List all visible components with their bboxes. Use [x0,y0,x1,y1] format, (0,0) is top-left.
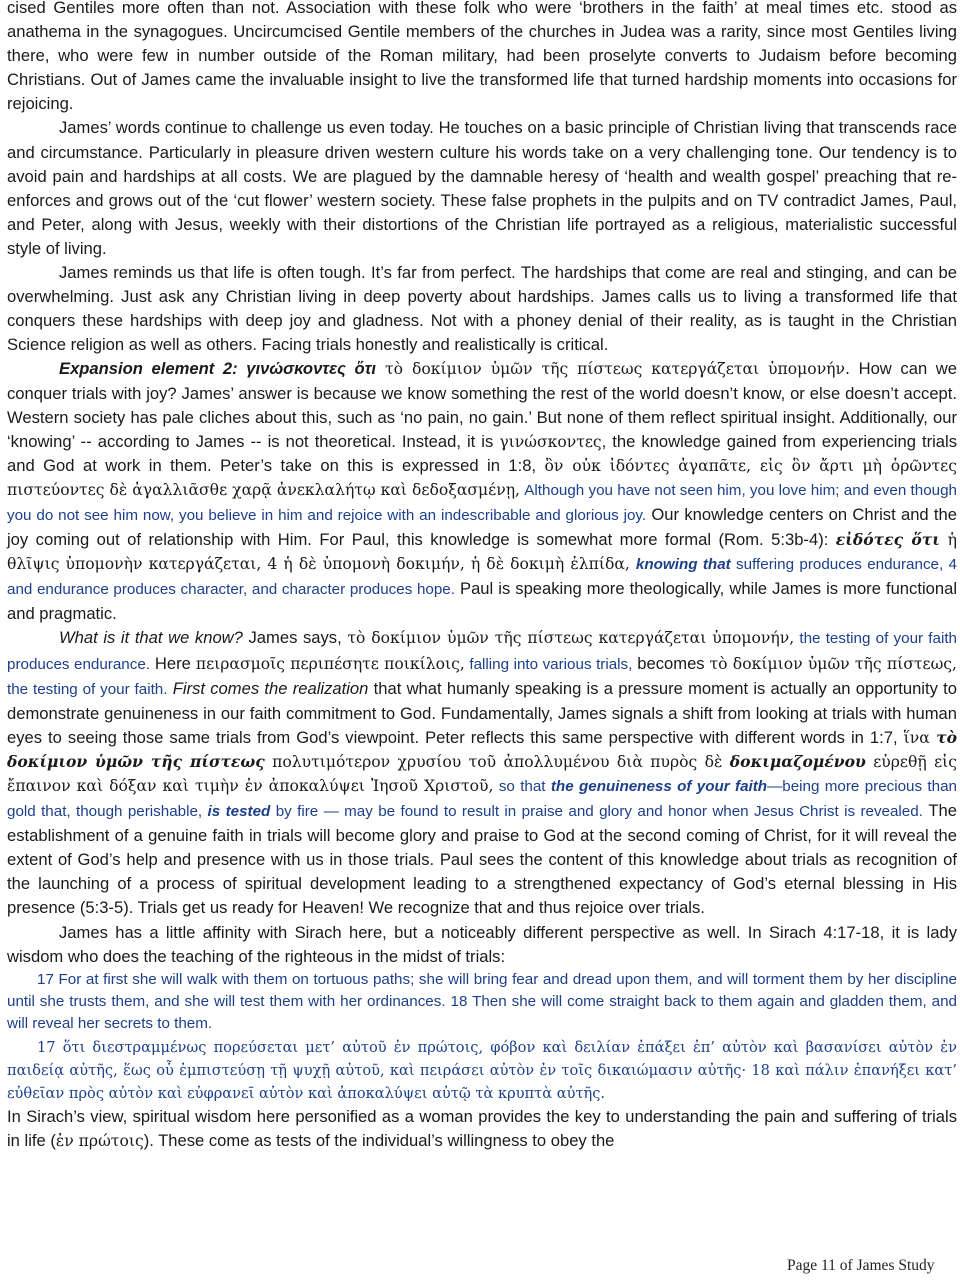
question-text: What is it that we know? [59,628,243,648]
greek-text: πολυτιμότερον χρυσίου τοῦ ἀπολλυμένου διὰ πυρὸς δὲ [264,752,730,771]
scripture-translation: so that [493,778,551,795]
paragraph: cised Gentiles more often than not. Association with these folk who were ‘brothers in the faith’ at meal times etc. stood as anathema in the synagogues. Uncircumcised Gentile members of the churches in Judea was a rarity, since most Gentiles living there, who were few in number outside of the Roman military, had been proselyte converts to Judaism before becoming Christians. Out of James came the invaluable insight to live the transformed life that turned hardship moments into occasions for rejoicing. [7,0,957,114]
block-quote-english: 17 For at first she will walk with them on tortuous paths; she will bring fear and dread upon them, and will torment them by her discipline until she trusts them, and she will test them with her ordinances. 18 Then she will come straight back to them again and gladden them, and will reveal her secrets to them. [7,970,957,1033]
paragraph [7,1105,957,1153]
body-text: ). These come as tests of the individual’s willingness to obey the [143,1130,615,1150]
scripture-translation: Although you have not seen him, you love him; and even though you do not see him now, you believe in him and rejoice with an indescribable and glorious joy. [7,481,957,524]
scripture-translation: falling into various trials, [464,655,633,673]
body-text: James says, [242,628,348,648]
greek-text: ἵνα [903,728,937,747]
paragraph-expansion-element [7,357,957,626]
greek-text: γινώσκοντες [499,432,602,451]
greek-text: δοκιμαζομένου [729,751,866,771]
body-text: How can we conquer trials with joy? James’ answer is because we know something the rest of the world doesn’t know, or else doesn’t accept. Western society has pale cliches about this, such as ‘no pain, no gain.’ But none of them reflect spiritual insight. Additionally, our ‘knowing’ -- according to James -- is not theoretical. Instead, it is [7,359,958,451]
block-quote-greek: 17 ὅτι διεστραμμένως πορεύσεται μετ’ αὐτοῦ ἐν πρώτοις, φόβον καὶ δειλίαν ἐπάξει ἐπ’ αὐτὸν καὶ βασανίσει αὐτὸν ἐν παιδείᾳ αὐτῆς, ἕως οὗ ἐμπιστεύσῃ τῇ ψυχῇ αὐτοῦ, καὶ πειράσει αὐτὸν ἐν τοῖς δικαιώμασιν αὐτῆς· 18 καὶ πάλιν ἐπανήξει κατ’ εὐθεῖαν πρὸς αὐτὸν καὶ εὐφρανεῖ αὐτὸν καὶ ἀποκαλύψει αὐτῷ τὰ κρυπτὰ αὐτῆς. [7,1038,957,1102]
scripture-translation: —being more precious than gold that, though perishable, [7,778,957,821]
scripture-translation: by fire — may be found to result in praise and glory and honor when Jesus Christ is revealed. [270,803,923,821]
page-number-footer: Page 11 of James Study [787,1257,935,1274]
greek-text: ἡ θλῖψις ὑπομονὴν κατεργάζεται, 4 ἡ δὲ ὑπομονὴ δοκιμήν, ἡ δὲ δοκιμὴ ἐλπίδα, [7,531,957,574]
greek-text: τὸ δοκίμιον ὑμῶν τῆς πίστεως κατεργάζεται ὑπομονήν. [376,360,850,379]
body-text: that what humanly speaking is a pressure moment is actually an opportunity to demonstrate genuineness in our faith commitment to God. Fundamentally, James signals a shift from looking at trials with human eyes to seeing those same trials from God’s viewpoint. Peter reflects this same perspective with different words in 1:7, [7,678,958,747]
greek-text: πειρασμοῖς περιπέσητε ποικίλοις, [195,654,465,673]
scripture-translation: the testing of your faith produces endurance. [7,630,957,673]
body-text: The establishment of a genuine faith in trials will become glory and praise to God at the second coming of Christ, for it will reveal the extent of God’s help and presence with us in those trials. Paul sees the content of this knowledge about trials as recognition of the launching of a process of spiritual development leading to a strengthened expectancy of God’s eternal blessing in His presence (5:3-5). Trials get us ready for Heaven! We recognize that and thus rejoice over trials. [7,801,957,918]
paragraph [7,626,957,920]
paragraph: James’ words continue to challenge us even today. He touches on a basic principle of Christian living that transcends race and circumstance. Particularly in pleasure driven western culture his words take on a very challenging tone. Our tendency is to avoid pain and hardships at all costs. We are plagued by the damnable heresy of ‘health and wealth gospel’ preaching that re-enforces and grows out of the ‘cut flower’ western society. These false prophets in the pulpits and on TV contradict James, Paul, and Peter, along with Jesus, weekly with their distortions of the Christian life portrayed as a religious, materialistic successful style of living. [7,118,957,258]
scripture-translation: the testing of your faith. [7,680,168,698]
greek-text: τὸ δοκίμιον ὑμῶν τῆς πίστεως, [709,654,957,673]
greek-text: εἰδότες ὅτι [835,530,940,550]
scripture-translation: suffering produces endurance, 4 and endurance produces character, and character produces hope. [7,556,957,599]
body-text: Our knowledge centers on Christ and the joy coming out of relationship with Him. For Paul, this knowledge is somewhat more formal (Rom. 5:3b-4): [7,504,957,550]
paragraph: James has a little affinity with Sirach here, but a noticeably different perspective as well. In Sirach 4:17-18, it is lady wisdom who does the teaching of the righteous in the midst of trials: [7,922,957,966]
paragraph: James reminds us that life is often tough. It’s far from perfect. The hardships that come are real and stinging, and can be overwhelming. Just ask any Christian living in deep poverty about hardships. James calls us to living a transformed life that conquers these hardships with deep joy and gladness. Not with a phoney denial of their reality, as is taught in the Christian Science religion as well as others. Facing trials honestly and realistically is critical. [7,263,957,355]
body-text: Paul is speaking more theologically, while James is more functional and pragmatic. [7,579,958,624]
greek-text: τὸ δοκίμιον ὑμῶν τῆς πίστεως [7,727,957,771]
greek-text: ἐν πρώτοις [55,1131,144,1150]
body-text: Here [150,653,196,673]
greek-text: εὑρεθῇ εἰς ἔπαινον καὶ δόξαν καὶ τιμὴν ἐν ἀποκαλύψει Ἰησοῦ Χριστοῦ, [7,752,958,795]
body-text: becomes [632,653,710,673]
greek-text: τὸ δοκίμιον ὑμῶν τῆς πίστεως κατεργάζεται ὑπομονήν, [347,629,795,648]
document-body [7,0,957,1153]
greek-text: ὃν οὐκ ἰδόντες ἀγαπᾶτε, εἰς ὃν ἄρτι μὴ ὁρῶντες πιστεύοντες δὲ ἀγαλλιᾶσθε χαρᾷ ἀνεκλαλήτῳ καὶ δεδοξασμένῃ, [7,456,957,499]
section-heading: Expansion element 2: γινώσκοντες ὅτι [59,359,377,379]
scripture-translation: the genuineness of your faith [550,778,768,795]
scripture-translation: is tested [207,803,271,821]
body-text: , the knowledge gained from experiencing trials and God at work in them. Peter’s take on this is expressed in 1:8, [7,431,958,475]
emphasis-text: First comes the realization [167,678,369,698]
scripture-translation: knowing that [635,556,731,574]
body-text: In Sirach’s view, spiritual wisdom here personified as a woman provides the key to understanding the pain and suffering of trials in life ( [7,1106,957,1150]
